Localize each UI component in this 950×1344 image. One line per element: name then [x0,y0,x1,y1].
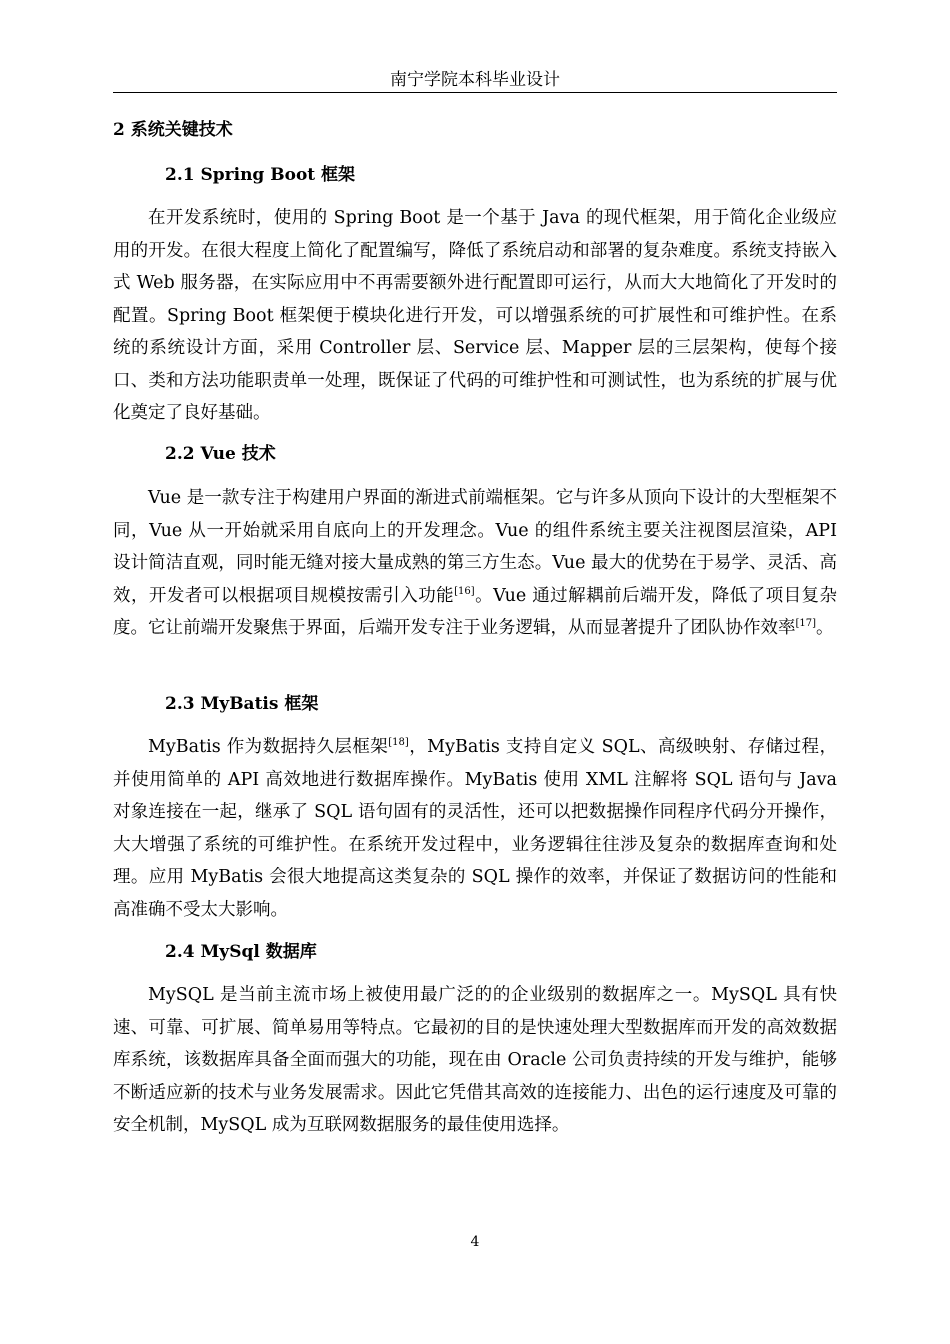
paragraph-vue-text-2: 。Vue 通过解耦前后端开发，降低了项目复杂度。它让前端开发聚焦于界面，后端开发专注于业务逻辑，从而显著提升了团队协作效率 [113,585,837,638]
section-heading-vue: 2.2 Vue 技术 [165,444,276,464]
citation-18: [18] [388,737,409,749]
section-heading-spring-boot: 2.1 Spring Boot 框架 [165,165,356,185]
citation-16: [16] [454,585,475,597]
chapter-heading: 2 系统关键技术 [113,120,233,140]
page-header: 南宁学院本科毕业设计 [390,70,560,90]
paragraph-vue [113,482,837,645]
section-heading-mybatis: 2.3 MyBatis 框架 [165,694,319,714]
paragraph-vue-text-1: Vue 是一款专注于构建用户界面的渐进式前端框架。它与许多从顶向下设计的大型框架不同，Vue 从一开始就采用自底向上的开发理念。Vue 的组件系统主要关注视图层渲染，API 设计简洁直观，同时能无缝对接大量成熟的第三方生态。Vue 最大的优势在于易学、灵活、高效，开发者可以根据项目规模按需引入功能 [113,488,837,606]
section-heading-mysql: 2.4 MySql 数据库 [165,942,317,962]
header-rule [113,92,837,93]
paragraph-vue-text-3: 。 [816,618,834,638]
paragraph-spring-boot: 在开发系统时，使用的 Spring Boot 是一个基于 Java 的现代框架，用于简化企业级应用的开发。在很大程度上简化了配置编写，降低了系统启动和部署的复杂难度。系统支持嵌入式 Web 服务器，在实际应用中不再需要额外进行配置即可运行，从而大大地简化了开发时的配置。Spring Boot 框架便于模块化进行开发，可以增强系统的可扩展性和可维护性。在系统的系统设计方面，采用 Controller 层、Service 层、Mapper 层的三层架构，使每个接口、类和方法功能职责单一处理，既保证了代码的可维护性和可测试性，也为系统的扩展与优化奠定了良好基础。 [113,208,837,423]
paragraph-mybatis-text-2: ，MyBatis 支持自定义 SQL、高级映射、存储过程，并使用简单的 API 高效地进行数据库操作。MyBatis 使用 XML 注解将 SQL 语句与 Java 对象连接在一起，继承了 SQL 语句固有的灵活性，还可以把数据操作同程序代码分开操作，大大增强了系统的可维护性。在系统开发过程中，业务逻辑往往涉及复杂的数据库查询和处理。应用 MyBatis 会很大地提高这类复杂的 SQL 操作的效率，并保证了数据访问的性能和高准确不受太大影响。 [113,737,837,920]
citation-17: [17] [795,618,817,630]
paragraph-mybatis [113,731,837,926]
page-number: 4 [470,1234,480,1250]
paragraph-mysql: MySQL 是当前主流市场上被使用最广泛的的企业级别的数据库之一。MySQL 具有快速、可靠、可扩展、简单易用等特点。它最初的目的是快速处理大型数据库而开发的高效数据库系统，该数据库具备全面而强大的功能，现在由 Oracle 公司负责持续的开发与维护，能够不断适应新的技术与业务发展需求。因此它凭借其高效的连接能力、出色的运行速度及可靠的安全机制，MySQL 成为互联网数据服务的最佳使用选择。 [113,985,837,1135]
paragraph-mybatis-text-1: MyBatis 作为数据持久层框架 [148,737,389,757]
